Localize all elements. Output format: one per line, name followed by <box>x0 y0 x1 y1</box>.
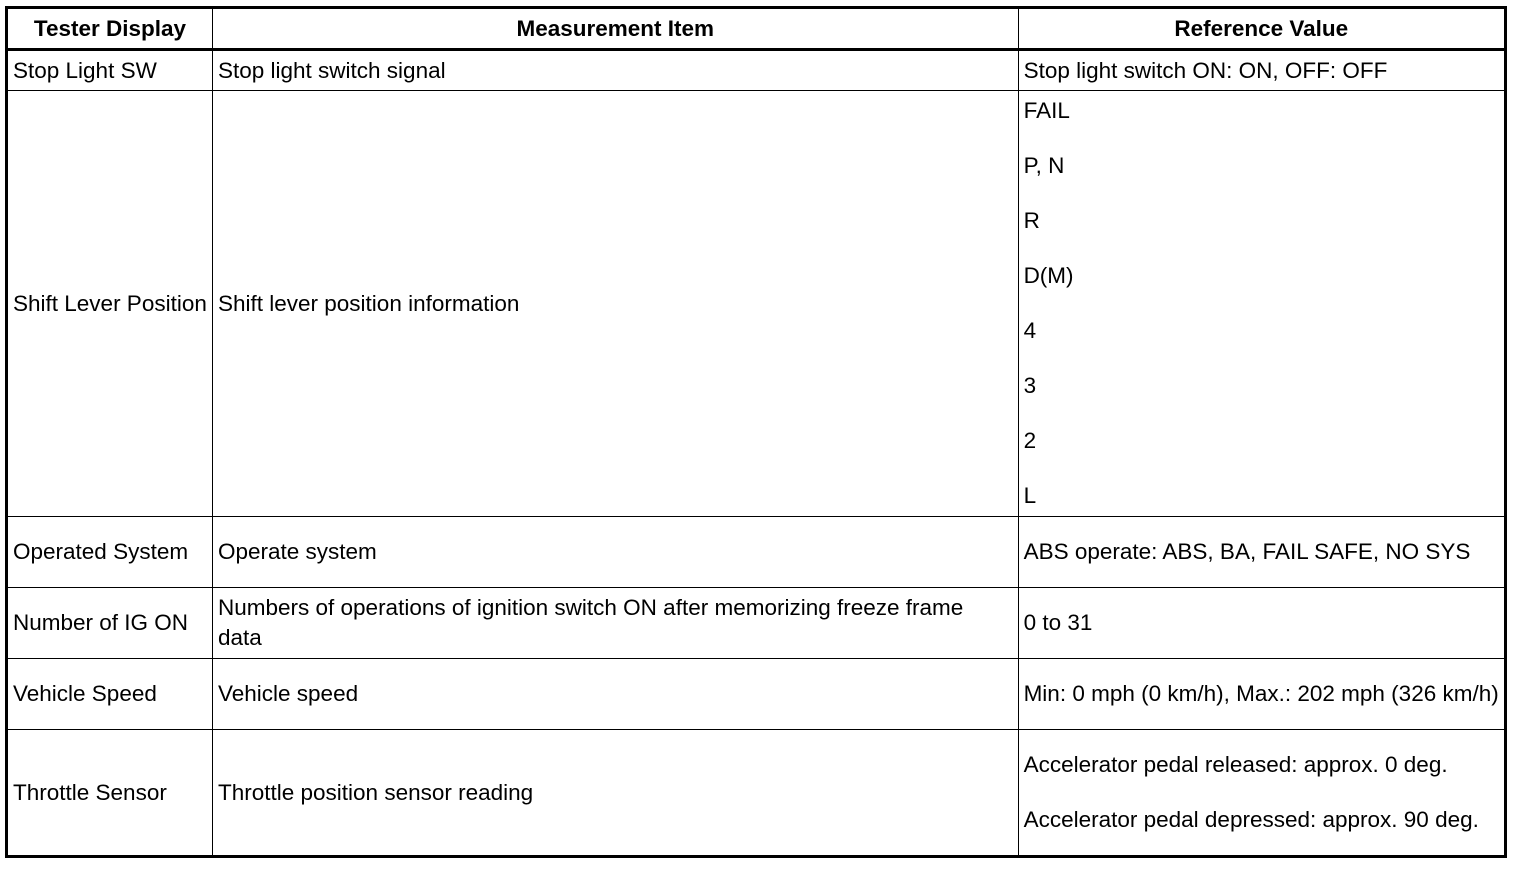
tester-display-cell: Stop Light SW <box>7 50 213 91</box>
measurement-item-cell: Operate system <box>212 517 1018 588</box>
reference-value-line: D(M) <box>1023 263 1074 288</box>
measurement-item-cell: Numbers of operations of ignition switch ON after memorizing freeze frame data <box>212 588 1018 659</box>
reference-value-line: 3 <box>1023 373 1037 398</box>
table-row <box>7 659 1506 730</box>
header-reference-value: Reference Value <box>1018 8 1505 50</box>
reference-value-line: FAIL <box>1023 98 1070 123</box>
header-tester-display: Tester Display <box>7 8 213 50</box>
table-row <box>7 91 1506 517</box>
measurement-item-cell: Throttle position sensor reading <box>212 730 1018 857</box>
reference-value-cell: ABS operate: ABS, BA, FAIL SAFE, NO SYS <box>1018 517 1505 588</box>
reference-value-line: Accelerator pedal depressed: approx. 90 deg. <box>1023 807 1479 832</box>
data-list-table <box>5 6 1507 858</box>
tester-display-cell: Number of IG ON <box>7 588 213 659</box>
tester-display-cell: Throttle Sensor <box>7 730 213 857</box>
reference-value-list <box>1024 750 1499 835</box>
tester-display-cell: Operated System <box>7 517 213 588</box>
reference-value-line: 4 <box>1023 318 1037 343</box>
reference-value-line: L <box>1023 483 1037 508</box>
table-row <box>7 50 1506 91</box>
reference-value-line: R <box>1023 208 1040 233</box>
reference-value-line: 2 <box>1023 428 1037 453</box>
tester-display-cell: Shift Lever Position <box>7 91 213 517</box>
measurement-item-cell: Stop light switch signal <box>212 50 1018 91</box>
reference-value-cell: 0 to 31 <box>1018 588 1505 659</box>
reference-value-list <box>1024 96 1499 511</box>
header-row <box>7 8 1506 50</box>
table-row <box>7 730 1506 857</box>
measurement-item-cell: Vehicle speed <box>212 659 1018 730</box>
reference-value-line: Accelerator pedal released: approx. 0 deg. <box>1023 752 1448 777</box>
tester-display-cell: Vehicle Speed <box>7 659 213 730</box>
reference-value-cell: Min: 0 mph (0 km/h), Max.: 202 mph (326 km/h) <box>1018 659 1505 730</box>
reference-value-cell <box>1018 730 1505 857</box>
reference-value-cell: Stop light switch ON: ON, OFF: OFF <box>1018 50 1505 91</box>
header-measurement-item: Measurement Item <box>212 8 1018 50</box>
reference-value-cell <box>1018 91 1505 517</box>
table-row <box>7 588 1506 659</box>
table-row <box>7 517 1506 588</box>
measurement-item-cell: Shift lever position information <box>212 91 1018 517</box>
reference-value-line: P, N <box>1023 153 1065 178</box>
